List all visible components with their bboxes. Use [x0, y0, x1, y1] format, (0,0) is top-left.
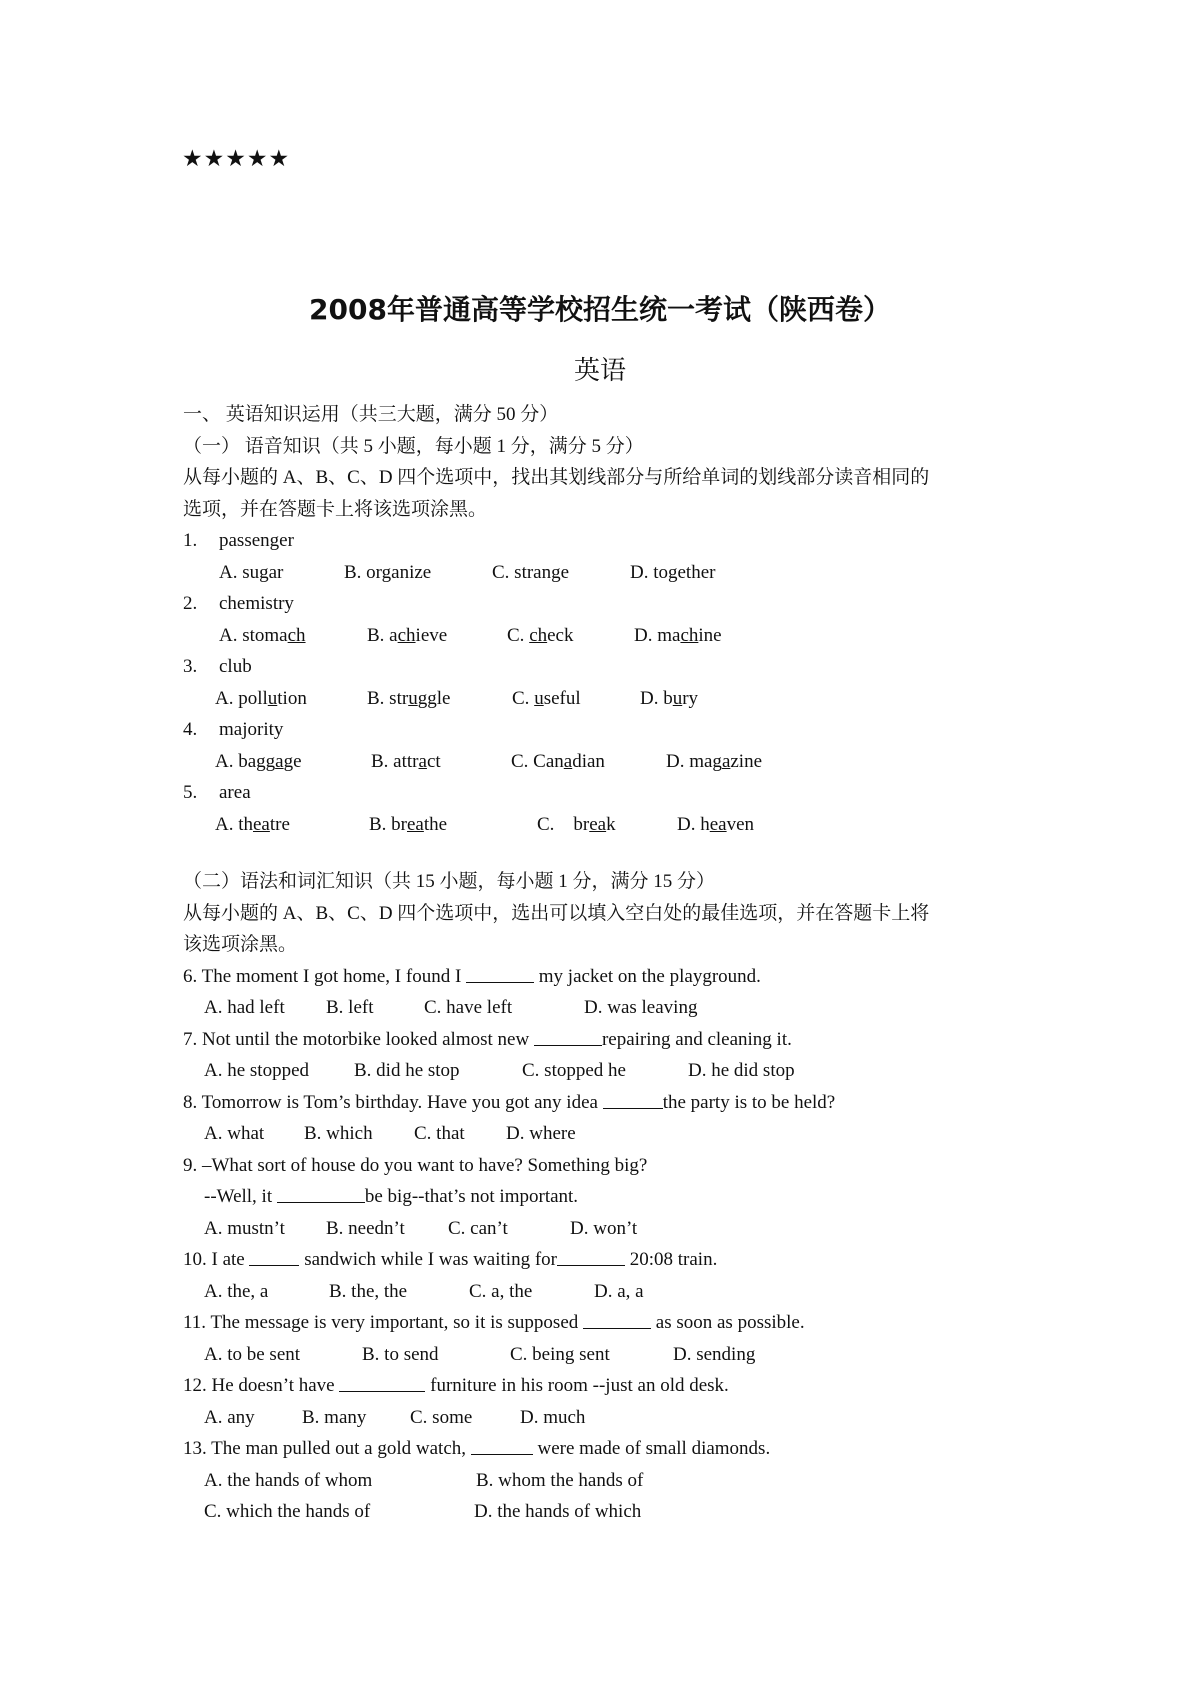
- option: C. strange: [492, 561, 570, 583]
- section-heading-phonetics: （一） 语音知识（共 5 小题，每小题 1 分，满分 5 分）: [183, 435, 644, 457]
- option: B. needn’t: [326, 1217, 405, 1239]
- option: B. attract: [371, 750, 441, 772]
- option: A. pollution: [215, 687, 307, 709]
- question-number: 4.: [183, 719, 198, 740]
- option: A. had left: [204, 997, 285, 1018]
- rating-stars: ★★★★★: [182, 146, 291, 172]
- option: A. the, a: [204, 1280, 269, 1302]
- option: A. mustn’t: [204, 1217, 285, 1239]
- option-row: [183, 992, 1033, 1024]
- option-row: [183, 1465, 1033, 1497]
- option: D. magazine: [666, 750, 763, 772]
- option: B. many: [302, 1406, 367, 1428]
- question-stem: 9. –What sort of house do you want to have? Something big?: [183, 1154, 648, 1176]
- question-word: passenger: [219, 530, 294, 551]
- option: D. much: [520, 1406, 586, 1428]
- underlined-segment: u: [408, 687, 418, 709]
- option: C. that: [414, 1123, 465, 1144]
- option: B. which: [304, 1123, 373, 1144]
- option-row: [183, 620, 1033, 652]
- option: C. some: [410, 1406, 473, 1428]
- underlined-segment: a: [418, 750, 427, 772]
- instructions-line: 该选项涂黑。: [183, 934, 298, 955]
- answer-blank: [471, 1436, 533, 1455]
- option-row: [183, 746, 1033, 778]
- option: B. struggle: [367, 687, 451, 709]
- answer-blank: [277, 1184, 365, 1203]
- underlined-segment: ea: [253, 813, 270, 835]
- option-row: [183, 1276, 1033, 1308]
- question-stem: [183, 777, 1033, 809]
- underlined-segment: u: [672, 687, 683, 709]
- answer-blank: [534, 1027, 602, 1046]
- option: A. he stopped: [204, 1060, 310, 1081]
- question-stem: 13. The man pulled out a gold watch, were made of small diamonds.: [183, 1438, 771, 1459]
- exam-body: [183, 399, 1033, 1528]
- question-number: 1.: [183, 530, 198, 551]
- question-word: majority: [219, 719, 284, 740]
- question-stem-continued: --Well, it be big--that’s not important.: [204, 1186, 579, 1207]
- underlined-segment: a: [721, 750, 731, 772]
- option: C. being sent: [510, 1343, 610, 1365]
- answer-blank: [339, 1373, 425, 1392]
- exam-title: 2008年普通高等学校招生统一考试（陕西卷）: [309, 293, 891, 326]
- option: B. whom the hands of: [476, 1469, 644, 1491]
- question-word: club: [219, 656, 252, 677]
- option: A. what: [204, 1123, 265, 1144]
- section-heading-grammar: （二）语法和词汇知识（共 15 小题，每小题 1 分，满分 15 分）: [183, 871, 716, 892]
- underlined-segment: ea: [589, 813, 607, 835]
- option: A. sugar: [219, 561, 284, 583]
- option: C. Canadian: [511, 750, 605, 772]
- option: D. won’t: [570, 1217, 638, 1239]
- underlined-segment: ch: [287, 624, 306, 646]
- option: C. check: [507, 624, 574, 646]
- underlined-segment: u: [267, 687, 278, 709]
- option: B. organize: [344, 561, 432, 583]
- underlined-segment: ch: [680, 624, 699, 646]
- option: A. to be sent: [204, 1343, 301, 1365]
- question-number: 3.: [183, 656, 198, 677]
- instructions-line: 从每小题的 A、B、C、D 四个选项中，找出其划线部分与所给单词的划线部分读音相同的: [183, 467, 930, 488]
- answer-blank: [583, 1310, 651, 1329]
- option: A. theatre: [215, 813, 290, 835]
- option: D. was leaving: [584, 997, 698, 1018]
- question-stem: 10. I ate sandwich while I was waiting for 20:08 train.: [183, 1249, 718, 1270]
- option: A. any: [204, 1406, 255, 1428]
- underlined-segment: ea: [709, 813, 727, 835]
- question-stem: [183, 714, 1033, 746]
- answer-blank: [603, 1090, 663, 1109]
- option: B. to send: [362, 1343, 439, 1365]
- option: C. can’t: [448, 1217, 508, 1239]
- option: B. left: [326, 997, 374, 1018]
- answer-blank: [249, 1247, 299, 1266]
- option: C. stopped he: [522, 1060, 626, 1081]
- underlined-segment: u: [534, 687, 544, 709]
- option: D. heaven: [677, 813, 755, 835]
- exam-subject: 英语: [573, 356, 626, 385]
- instructions-line: 从每小题的 A、B、C、D 四个选项中，选出可以填入空白处的最佳选项，并在答题卡上将: [183, 902, 930, 924]
- option: B. the, the: [329, 1280, 408, 1302]
- underlined-segment: ch: [397, 624, 416, 646]
- question-stem: [183, 651, 1033, 683]
- option-row: [183, 1118, 1033, 1150]
- question-stem: 7. Not until the motorbike looked almost new repairing and cleaning it.: [183, 1028, 792, 1050]
- option-row: [183, 809, 1033, 841]
- question-stem: 11. The message is very important, so it is supposed as soon as possible.: [183, 1312, 805, 1333]
- option: B. achieve: [367, 624, 448, 646]
- question-number: 5.: [183, 782, 198, 803]
- option: C. have left: [424, 997, 513, 1018]
- question-word: area: [219, 782, 251, 803]
- part-heading: 一、 英语知识运用（共三大题，满分 50 分）: [183, 404, 559, 425]
- underlined-segment: ch: [529, 624, 548, 646]
- option: C. which the hands of: [204, 1501, 371, 1522]
- question-stem: 6. The moment I got home, I found I my jacket on the playground.: [183, 965, 761, 987]
- question-word: chemistry: [219, 593, 294, 614]
- option-row: [183, 683, 1033, 715]
- question-stem: 8. Tomorrow is Tom’s birthday. Have you got any idea the party is to be held?: [183, 1091, 836, 1113]
- option-row: [183, 557, 1033, 589]
- answer-blank: [557, 1247, 625, 1266]
- option-row: [183, 1496, 1033, 1528]
- option-row: [183, 1339, 1033, 1371]
- option: A. baggage: [215, 750, 302, 772]
- question-stem: 12. He doesn’t have furniture in his room --just an old desk.: [183, 1375, 729, 1396]
- underlined-segment: a: [563, 750, 573, 772]
- question-number: 2.: [183, 593, 198, 614]
- option: B. breathe: [369, 813, 448, 835]
- option: C. a, the: [469, 1280, 533, 1302]
- option: B. did he stop: [354, 1060, 460, 1081]
- option: D. where: [506, 1123, 576, 1144]
- option: D. the hands of which: [474, 1501, 642, 1522]
- option-row: [183, 1055, 1033, 1087]
- option: A. the hands of whom: [204, 1469, 373, 1491]
- option: D. together: [630, 561, 716, 583]
- underlined-segment: ea: [407, 813, 424, 835]
- question-stem: [183, 588, 1033, 620]
- option: D. machine: [634, 624, 722, 646]
- option-row: [183, 1402, 1033, 1434]
- option: D. he did stop: [688, 1060, 795, 1081]
- underlined-segment: a: [275, 750, 284, 772]
- instructions-line: 选项，并在答题卡上将该选项涂黑。: [183, 498, 488, 520]
- option: D. bury: [640, 687, 699, 709]
- option: D. a, a: [594, 1280, 644, 1302]
- option: C. break: [537, 813, 616, 835]
- option: C. useful: [512, 687, 581, 709]
- option: A. stomach: [219, 624, 306, 646]
- option-row: [183, 1213, 1033, 1245]
- phonetics-questions: [183, 525, 1033, 840]
- question-stem: [183, 525, 1033, 557]
- answer-blank: [466, 964, 534, 983]
- option: D. sending: [673, 1343, 756, 1365]
